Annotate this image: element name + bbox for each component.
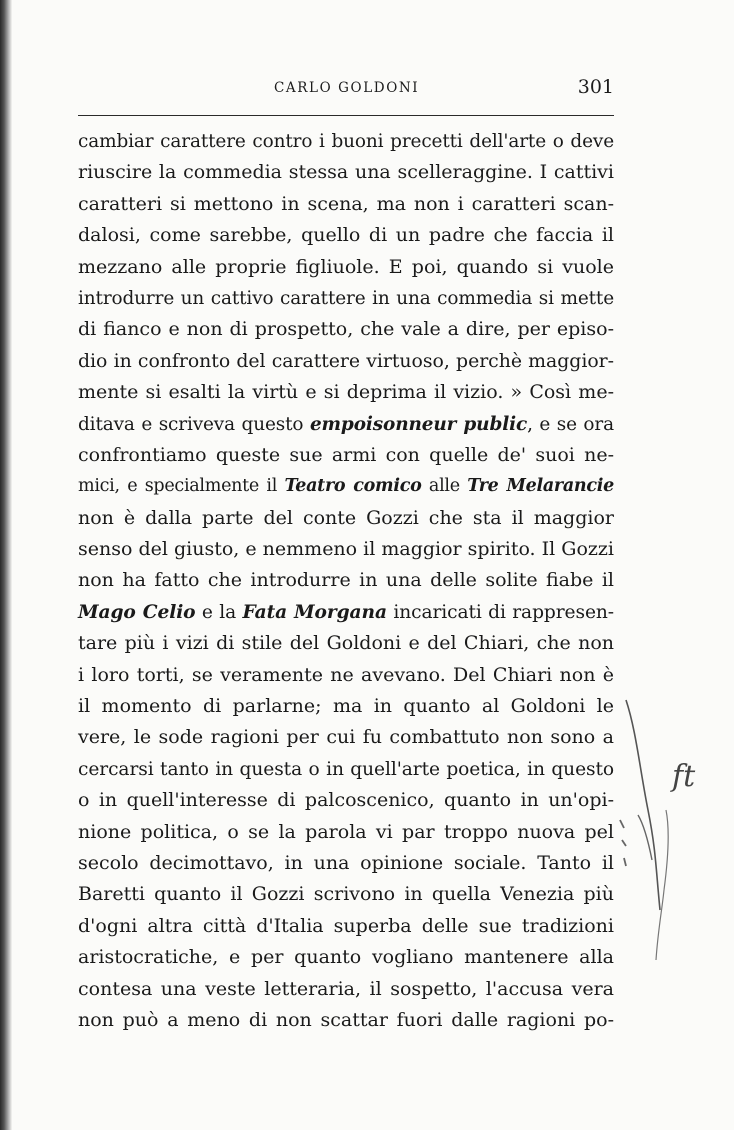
- text-segment: ditava e scriveva questo: [78, 413, 310, 435]
- text-line: secolo decimottavo, in una opinione sociale. Tanto il: [78, 851, 614, 874]
- italic-title: Mago Celio: [78, 601, 196, 623]
- text-line: introdurre un cattivo carattere in una commedia si mette: [78, 287, 614, 309]
- text-line: nione politica, o se la parola vi par troppo nuova pel: [78, 820, 614, 843]
- page-number: 301: [577, 76, 614, 98]
- text-line: contesa una veste letteraria, il sospetto, l'accusa vera: [78, 977, 614, 1000]
- text-line: Baretti quanto il Gozzi scrivono in quella Venezia più: [78, 883, 614, 906]
- text-line: non può a meno di non scattar fuori dalle ragioni po-: [78, 1008, 614, 1031]
- text-line: [78, 471, 614, 502]
- margin-annotation: [618, 690, 718, 990]
- text-line: o in quell'interesse di palcoscenico, quanto in un'opi-: [78, 789, 614, 812]
- italic-title: empoisonneur public: [309, 413, 528, 435]
- margin-pencil-marks: [618, 690, 718, 990]
- text-segment: , e se ora: [527, 413, 614, 435]
- text-line: di fianco e non di prospetto, che vale a dire, per episo-: [78, 318, 614, 341]
- text-segment: e la: [195, 601, 243, 623]
- running-head: CARLO GOLDONI: [274, 80, 420, 96]
- text-line: senso del giusto, e nemmeno il maggior spirito. Il Gozzi: [78, 538, 614, 561]
- text-segment: mici, e specialmente il: [78, 476, 285, 497]
- text-segment: incaricati di rappresen-: [386, 601, 614, 623]
- text-line: mezzano alle proprie figliuole. E poi, quando si vuole: [78, 255, 614, 278]
- italic-title: Teatro comico: [284, 476, 422, 497]
- text-line: [78, 409, 614, 440]
- text-line: il momento di parlarne; ma in quanto al Goldoni le: [78, 695, 614, 718]
- text-line: cercarsi tanto in questa o in quell'arte poetica, in questo: [78, 758, 614, 780]
- book-spine-shadow: [0, 0, 12, 1130]
- text-line: non ha fatto che introdurre in una delle solite fiabe il: [78, 569, 614, 592]
- margin-pencil-stroke: [620, 820, 626, 866]
- text-segment: alle: [421, 476, 468, 497]
- text-line: dalosi, come sarebbe, quello di un padre che faccia il: [78, 224, 614, 247]
- text-line: i loro torti, se veramente ne avevano. Del Chiari non è: [78, 663, 614, 686]
- text-line: aristocratiche, e per quanto vogliano mantenere alla: [78, 946, 614, 969]
- text-line: riuscire la commedia stessa una scelleraggine. I cattivi: [78, 161, 614, 184]
- page-header: [78, 76, 614, 102]
- text-line: vere, le sode ragioni per cui fu combattuto non sono a: [78, 726, 614, 749]
- text-line: mente si esalti la virtù e si deprima il vizio. » Così me-: [78, 381, 614, 404]
- margin-handwritten-note: ft: [672, 759, 696, 794]
- text-line: caratteri si mettono in scena, ma non i caratteri scan-: [78, 192, 614, 215]
- text-line: dio in confronto del carattere virtuoso, perchè maggior-: [78, 349, 614, 372]
- margin-pencil-stroke: [626, 700, 660, 910]
- italic-title: Tre Melarancie: [467, 476, 614, 497]
- text-line: non è dalla parte del conte Gozzi che sta il maggior: [78, 506, 614, 529]
- text-line: tare più i vizi di stile del Goldoni e del Chiari, che non: [78, 632, 614, 655]
- text-line: confrontiamo queste sue armi con quelle de' suoi ne-: [78, 443, 614, 466]
- text-line: d'ogni altra città d'Italia superba delle sue tradizioni: [78, 914, 614, 937]
- header-rule: [78, 115, 614, 116]
- body-text: [78, 126, 614, 1036]
- text-line: [78, 597, 614, 628]
- text-line: cambiar carattere contro i buoni precetti dell'arte o deve: [78, 131, 614, 152]
- italic-title: Fata Morgana: [242, 601, 387, 623]
